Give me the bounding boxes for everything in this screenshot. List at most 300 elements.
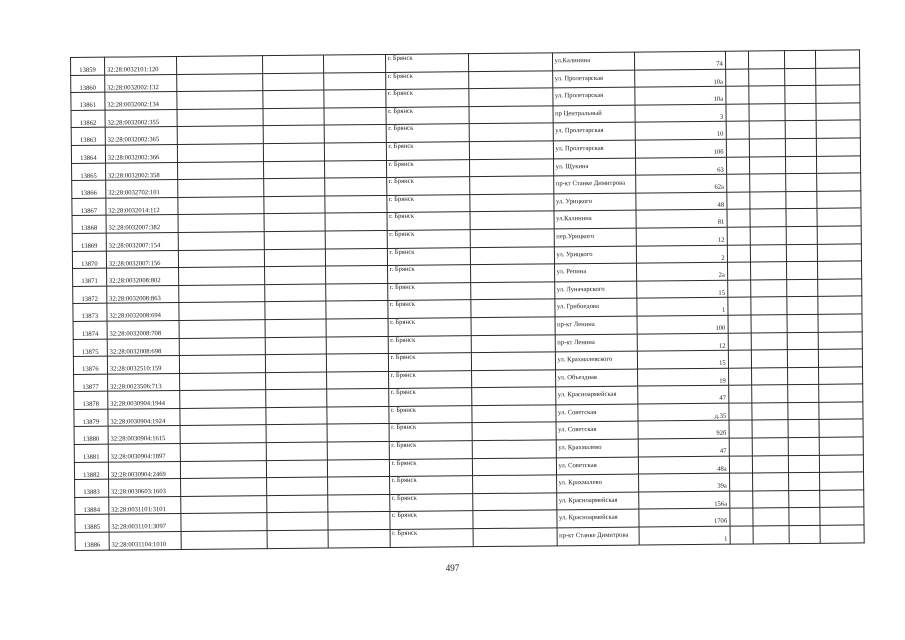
street-cell: ул. Крахмалево [556, 439, 638, 457]
street-cell: ул. Урицкого [553, 193, 635, 211]
city-cell: г. Брянск [386, 159, 469, 177]
cadastral-number-cell: 32:28:0032008:694 [107, 303, 179, 321]
empty-cell [753, 455, 789, 473]
empty-cell [787, 332, 818, 350]
cadastral-number-cell: 32:28:0032007:382 [106, 215, 178, 233]
house-number-cell: 10а [634, 86, 725, 104]
empty-cell [786, 209, 817, 227]
row-number-cell: 13862 [71, 110, 105, 128]
empty-cell [324, 107, 386, 125]
row-number-cell: 13883 [75, 479, 109, 497]
empty-cell [324, 125, 386, 143]
empty-cell [472, 458, 556, 476]
empty-cell [263, 178, 325, 196]
street-cell: ул. Советская [555, 404, 637, 422]
empty-cell [816, 120, 860, 138]
empty-cell [753, 473, 789, 491]
empty-cell [785, 121, 816, 139]
empty-cell [727, 192, 751, 210]
empty-cell [726, 139, 750, 157]
empty-cell [786, 244, 817, 262]
cadastral-number-cell: 32:28:0030904:1897 [108, 444, 180, 462]
empty-cell [262, 55, 324, 73]
empty-cell [265, 337, 327, 355]
empty-cell [266, 495, 328, 513]
empty-cell [265, 319, 327, 337]
empty-cell [730, 508, 754, 526]
street-cell: ул. Красноармейская [555, 386, 637, 404]
street-cell: пр-кт Ленина [555, 316, 637, 334]
house-number-cell: 39а [638, 473, 729, 491]
empty-cell [178, 284, 264, 302]
empty-cell [326, 336, 388, 354]
empty-cell [728, 315, 752, 333]
empty-cell [469, 176, 553, 194]
empty-cell [729, 438, 753, 456]
empty-cell [753, 508, 789, 526]
city-cell: г. Брянск [388, 318, 471, 336]
cadastral-number-cell: 32:28:0030603:1603 [108, 479, 180, 497]
empty-cell [177, 144, 263, 162]
empty-cell [328, 494, 390, 512]
empty-cell [471, 317, 555, 335]
empty-cell [265, 372, 327, 390]
street-cell: ул. Советская [556, 422, 638, 440]
empty-cell [469, 123, 553, 141]
empty-cell [785, 103, 816, 121]
city-cell: г. Брянск [389, 511, 472, 529]
empty-cell [789, 490, 820, 508]
empty-cell [819, 402, 863, 420]
city-cell: г. Брянск [387, 300, 470, 318]
cadastral-number-cell: 32:28:0032007:154 [106, 232, 178, 250]
empty-cell [818, 367, 862, 385]
cadastral-number-cell: 32:28:0030904:2469 [108, 461, 180, 479]
empty-cell [326, 266, 388, 284]
register-table [70, 49, 865, 550]
house-number-cell: 2а [636, 262, 727, 280]
empty-cell [180, 513, 266, 531]
empty-cell [816, 155, 860, 173]
empty-cell [786, 173, 817, 191]
cadastral-number-cell: 32:28:0032002:355 [105, 109, 177, 127]
empty-cell [266, 460, 328, 478]
empty-cell [789, 508, 820, 526]
empty-cell [179, 355, 265, 373]
empty-cell [178, 302, 264, 320]
row-number-cell: 13872 [73, 286, 107, 304]
cadastral-number-cell: 32:28:0030904:1924 [108, 408, 180, 426]
empty-cell [751, 244, 787, 262]
empty-cell [816, 85, 860, 103]
empty-cell [263, 143, 325, 161]
house-number-cell: 2 [636, 245, 727, 263]
street-cell: пр Центральный [553, 105, 635, 123]
city-cell: г. Брянск [387, 265, 470, 283]
cadastral-number-cell: 32:28:0030904:1944 [108, 391, 180, 409]
empty-cell [750, 191, 786, 209]
row-number-cell: 13863 [71, 128, 105, 146]
empty-cell [787, 349, 818, 367]
empty-cell [178, 267, 264, 285]
house-number-cell: 10б [635, 139, 726, 157]
empty-cell [789, 473, 820, 491]
empty-cell [470, 264, 554, 282]
house-number-cell: 170б [638, 509, 729, 527]
city-cell: г. Брянск [387, 247, 470, 265]
empty-cell [752, 385, 788, 403]
house-number-cell: 100 [637, 315, 728, 333]
empty-cell [787, 314, 818, 332]
empty-cell [328, 477, 390, 495]
empty-cell [180, 425, 266, 443]
empty-cell [749, 51, 785, 69]
empty-cell [267, 530, 329, 548]
empty-cell [750, 174, 786, 192]
row-number-cell: 13875 [73, 339, 107, 357]
empty-cell [180, 478, 266, 496]
cadastral-number-cell: 32:28:0031104:1010 [109, 531, 181, 549]
house-number-cell: 12 [637, 333, 728, 351]
row-number-cell: 13860 [71, 75, 105, 93]
empty-cell [786, 191, 817, 209]
empty-cell [179, 337, 265, 355]
street-cell: ул. Крахмалево [556, 474, 638, 492]
empty-cell [471, 334, 555, 352]
empty-cell [179, 390, 265, 408]
empty-cell [470, 299, 554, 317]
cadastral-number-cell: 32:28:0031101:3097 [109, 514, 181, 532]
empty-cell [727, 245, 751, 263]
row-number-cell: 13886 [75, 532, 109, 550]
empty-cell [730, 526, 754, 544]
row-number-cell: 13859 [71, 57, 105, 75]
city-cell: г. Брянск [386, 124, 469, 142]
empty-cell [817, 226, 861, 244]
row-number-cell: 13878 [74, 391, 108, 409]
empty-cell [786, 226, 817, 244]
cadastral-number-cell: 32:28:0032008:802 [106, 268, 178, 286]
empty-cell [471, 405, 555, 423]
empty-cell [750, 139, 786, 157]
empty-cell [816, 138, 860, 156]
empty-cell [265, 354, 327, 372]
empty-cell [328, 529, 390, 547]
empty-cell [752, 438, 788, 456]
row-number-cell: 13870 [72, 251, 106, 269]
empty-cell [471, 352, 555, 370]
empty-cell [324, 90, 386, 108]
row-number-cell: 13866 [72, 180, 106, 198]
empty-cell [816, 173, 860, 191]
empty-cell [326, 283, 388, 301]
cadastral-number-cell: 32:28:0032008:708 [107, 320, 179, 338]
house-number-cell: 1 [636, 298, 727, 316]
empty-cell [472, 475, 556, 493]
row-number-cell: 13880 [74, 427, 108, 445]
empty-cell [753, 526, 789, 544]
row-number-cell: 13881 [74, 444, 108, 462]
cadastral-number-cell: 32:28:0032002:134 [105, 92, 177, 110]
cadastral-number-cell: 32:28:0030904:1615 [108, 426, 180, 444]
empty-cell [728, 332, 752, 350]
empty-cell [749, 86, 785, 104]
empty-cell [818, 296, 862, 314]
empty-cell [819, 384, 863, 402]
empty-cell [266, 425, 328, 443]
empty-cell [470, 282, 554, 300]
empty-cell [325, 248, 387, 266]
row-number-cell: 13874 [73, 321, 107, 339]
street-cell: ул. Крахмалевского [555, 351, 637, 369]
empty-cell [818, 279, 862, 297]
empty-cell [751, 279, 787, 297]
street-cell: ул. Красноармейская [556, 510, 638, 528]
city-cell: г. Брянск [388, 353, 471, 371]
empty-cell [819, 437, 863, 455]
empty-cell [788, 455, 819, 473]
house-number-cell: 10а [634, 69, 725, 87]
empty-cell [327, 424, 389, 442]
empty-cell [726, 121, 750, 139]
empty-cell [788, 385, 819, 403]
city-cell: г. Брянск [388, 388, 471, 406]
empty-cell [472, 422, 556, 440]
empty-cell [470, 211, 554, 229]
empty-cell [469, 158, 553, 176]
city-cell: г. Брянск [387, 230, 470, 248]
empty-cell [468, 53, 552, 71]
empty-cell [753, 490, 789, 508]
cadastral-number-cell: 32:28:0032002:132 [104, 74, 176, 92]
empty-cell [180, 443, 266, 461]
house-number-cell: 74 [634, 51, 725, 69]
empty-cell [729, 456, 753, 474]
street-cell: ул. Советская [556, 457, 638, 475]
empty-cell [788, 420, 819, 438]
row-number-cell: 13877 [74, 374, 108, 392]
empty-cell [789, 525, 820, 543]
empty-cell [325, 160, 387, 178]
empty-cell [751, 262, 787, 280]
cadastral-number-cell: 32:28:0032008:863 [107, 285, 179, 303]
empty-cell [177, 179, 263, 197]
empty-cell [817, 191, 861, 209]
cadastral-number-cell: 32:28:0032008:698 [107, 338, 179, 356]
house-number-cell: д.35 [637, 403, 728, 421]
empty-cell [263, 161, 325, 179]
city-cell: г. Брянск [389, 423, 472, 441]
street-cell: ул. Репина [554, 263, 636, 281]
empty-cell [470, 246, 554, 264]
row-number-cell: 13869 [72, 233, 106, 251]
cadastral-number-cell: 32:28:0032007:156 [106, 250, 178, 268]
city-cell: г. Брянск [387, 282, 470, 300]
empty-cell [469, 106, 553, 124]
street-cell: ул. Грибоедова [554, 298, 636, 316]
house-number-cell: 48 [635, 192, 726, 210]
empty-cell [266, 512, 328, 530]
house-number-cell: 3 [634, 104, 725, 122]
cadastral-number-cell: 32:28:0023506:713 [107, 373, 179, 391]
street-cell: ул. Урицкого [554, 246, 636, 264]
empty-cell [817, 261, 861, 279]
empty-cell [327, 459, 389, 477]
empty-cell [817, 243, 861, 261]
empty-cell [727, 262, 751, 280]
empty-cell [266, 442, 328, 460]
city-cell: г. Брянск [388, 335, 471, 353]
empty-cell [469, 194, 553, 212]
empty-cell [473, 528, 557, 546]
empty-cell [729, 491, 753, 509]
empty-cell [265, 407, 327, 425]
empty-cell [326, 354, 388, 372]
empty-cell [726, 157, 750, 175]
city-cell: г. Брянск [386, 177, 469, 195]
empty-cell [785, 86, 816, 104]
street-cell: ул. Луначарского [554, 281, 636, 299]
row-number-cell: 13865 [72, 163, 106, 181]
empty-cell [728, 368, 752, 386]
empty-cell [788, 437, 819, 455]
empty-cell [749, 121, 785, 139]
empty-cell [819, 419, 863, 437]
empty-cell [181, 531, 267, 549]
empty-cell [749, 103, 785, 121]
empty-cell [264, 301, 326, 319]
empty-cell [264, 231, 326, 249]
empty-cell [729, 420, 753, 438]
empty-cell [264, 249, 326, 267]
empty-cell [751, 297, 787, 315]
row-number-cell: 13876 [73, 356, 107, 374]
empty-cell [325, 195, 387, 213]
empty-cell [472, 440, 556, 458]
cadastral-number-cell: 32:28:0032014:112 [106, 197, 178, 215]
street-cell: ул.Калинина [552, 52, 634, 70]
house-number-cell: 15 [636, 280, 727, 298]
empty-cell [728, 350, 752, 368]
empty-cell [180, 460, 266, 478]
empty-cell [725, 86, 749, 104]
empty-cell [819, 455, 863, 473]
empty-cell [818, 314, 862, 332]
street-cell: ул. Щукина [553, 158, 635, 176]
cadastral-number-cell: 32:28:0032702:101 [105, 180, 177, 198]
empty-cell [787, 261, 818, 279]
city-cell: г. Брянск [389, 476, 472, 494]
empty-cell [327, 442, 389, 460]
empty-cell [752, 367, 788, 385]
empty-cell [815, 68, 859, 86]
empty-cell [472, 510, 556, 528]
city-cell: г. Брянск [389, 494, 472, 512]
empty-cell [176, 91, 262, 109]
house-number-cell: 81 [635, 210, 726, 228]
street-cell: ул.Калинина [554, 210, 636, 228]
row-number-cell: 13861 [71, 92, 105, 110]
house-number-cell: 92б [638, 421, 729, 439]
empty-cell [179, 408, 265, 426]
house-number-cell: 47 [637, 385, 728, 403]
empty-cell [728, 297, 752, 315]
empty-cell [263, 125, 325, 143]
empty-cell [178, 249, 264, 267]
empty-cell [788, 402, 819, 420]
empty-cell [324, 72, 386, 90]
empty-cell [471, 370, 555, 388]
empty-cell [785, 138, 816, 156]
city-cell: г. Брянск [386, 194, 469, 212]
street-cell: пер.Урицкого [554, 228, 636, 246]
empty-cell [326, 301, 388, 319]
empty-cell [725, 69, 749, 87]
empty-cell [727, 280, 751, 298]
empty-cell [471, 387, 555, 405]
empty-cell [726, 104, 750, 122]
cadastral-number-cell: 32:28:0031101:3101 [109, 496, 181, 514]
empty-cell [325, 213, 387, 231]
empty-cell [787, 279, 818, 297]
row-number-cell: 13864 [71, 145, 105, 163]
empty-cell [817, 208, 861, 226]
empty-cell [177, 126, 263, 144]
row-number-cell: 13879 [74, 409, 108, 427]
house-number-cell: 48а [638, 456, 729, 474]
empty-cell [327, 371, 389, 389]
street-cell: ул. Пролетарская [552, 70, 634, 88]
city-cell: г. Брянск [386, 106, 469, 124]
empty-cell [327, 389, 389, 407]
house-number-cell: 62а [635, 174, 726, 192]
empty-cell [818, 331, 862, 349]
row-number-cell: 13871 [73, 268, 107, 286]
city-cell: г. Брянск [388, 406, 471, 424]
empty-cell [265, 389, 327, 407]
empty-cell [179, 320, 265, 338]
empty-cell [820, 507, 864, 525]
city-cell: г. Брянск [385, 89, 468, 107]
empty-cell [264, 284, 326, 302]
empty-cell [176, 56, 262, 74]
empty-cell [325, 178, 387, 196]
street-cell: пр-кт Ленина [555, 334, 637, 352]
house-number-cell: 12 [636, 227, 727, 245]
empty-cell [470, 229, 554, 247]
city-cell: г. Брянск [389, 458, 472, 476]
empty-cell [818, 349, 862, 367]
empty-cell [820, 525, 864, 543]
empty-cell [263, 196, 325, 214]
empty-cell [178, 214, 264, 232]
empty-cell [729, 473, 753, 491]
house-number-cell: 156а [638, 491, 729, 509]
row-number-cell: 13885 [75, 515, 109, 533]
row-number-cell: 13882 [74, 462, 108, 480]
empty-cell [263, 108, 325, 126]
city-cell: г. Брянск [388, 370, 471, 388]
empty-cell [324, 142, 386, 160]
street-cell: ул. Пролетарская [552, 87, 634, 105]
house-number-cell: 47 [638, 438, 729, 456]
empty-cell [264, 266, 326, 284]
street-cell: ул. Пролетарская [553, 122, 635, 140]
house-number-cell: 15 [637, 350, 728, 368]
empty-cell [264, 213, 326, 231]
empty-cell [751, 315, 787, 333]
empty-cell [785, 68, 816, 86]
